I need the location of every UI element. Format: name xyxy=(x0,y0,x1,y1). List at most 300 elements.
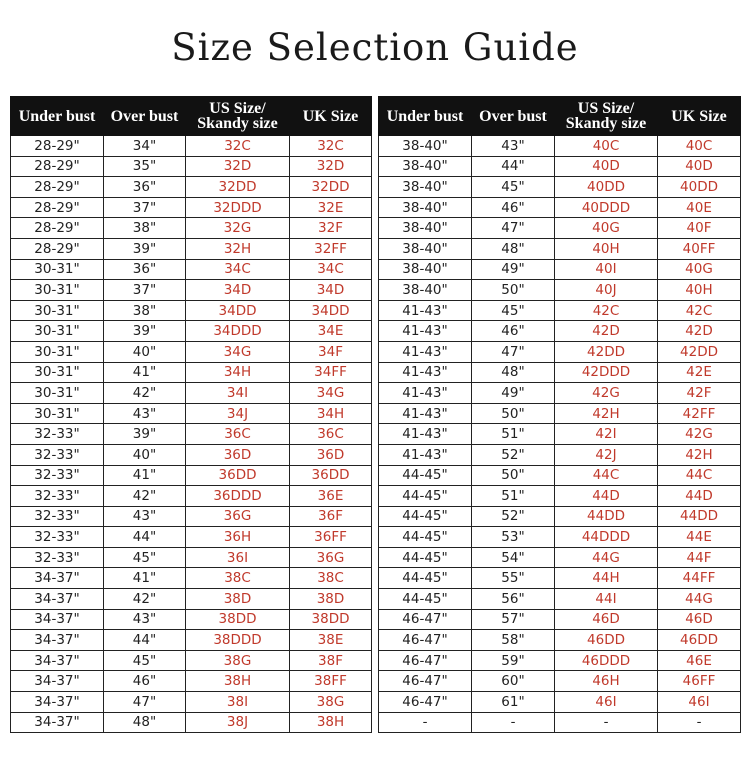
uk-size-cell: 44FF xyxy=(658,568,741,589)
table-row xyxy=(11,177,372,198)
uk-size-cell: 32C xyxy=(290,136,372,157)
us-size-cell: 38G xyxy=(186,650,290,671)
under-bust-cell: 34-37" xyxy=(11,630,104,651)
under-bust-cell: 44-45" xyxy=(379,486,472,507)
uk-size-cell: 40G xyxy=(658,259,741,280)
over-bust-cell: 42" xyxy=(104,589,186,610)
us-size-cell: 44H xyxy=(555,568,658,589)
over-bust-cell: 46" xyxy=(472,197,555,218)
uk-size-cell: 38D xyxy=(290,589,372,610)
under-bust-cell: 41-43" xyxy=(379,383,472,404)
over-bust-cell: 60" xyxy=(472,671,555,692)
us-size-cell: 36DDD xyxy=(186,486,290,507)
under-bust-cell: 30-31" xyxy=(11,403,104,424)
table-row xyxy=(379,630,741,651)
under-bust-cell: 46-47" xyxy=(379,630,472,651)
us-size-cell: 42J xyxy=(555,444,658,465)
under-bust-cell: 30-31" xyxy=(11,321,104,342)
under-bust-cell: 41-43" xyxy=(379,444,472,465)
table-row xyxy=(379,341,741,362)
uk-size-cell: 40C xyxy=(658,136,741,157)
under-bust-cell: 46-47" xyxy=(379,692,472,713)
us-size-cell: 36DD xyxy=(186,465,290,486)
under-bust-cell: 34-37" xyxy=(11,671,104,692)
over-bust-cell: 50" xyxy=(472,403,555,424)
us-size-cell: 46I xyxy=(555,692,658,713)
table-row xyxy=(379,403,741,424)
over-bust-cell: 46" xyxy=(104,671,186,692)
header-under-bust: Under bust xyxy=(11,97,104,136)
page-title: Size Selection Guide xyxy=(171,26,579,69)
uk-size-cell: 34FF xyxy=(290,362,372,383)
over-bust-cell: 47" xyxy=(472,341,555,362)
uk-size-cell: 42F xyxy=(658,383,741,404)
table-row xyxy=(11,362,372,383)
over-bust-cell: 47" xyxy=(472,218,555,239)
us-size-cell: 38DD xyxy=(186,609,290,630)
table-row xyxy=(11,321,372,342)
uk-size-cell: 36F xyxy=(290,506,372,527)
header-us-size: US Size/ Skandy size xyxy=(186,97,290,136)
table-row xyxy=(11,486,372,507)
us-size-cell: 40I xyxy=(555,259,658,280)
us-size-cell: 40J xyxy=(555,280,658,301)
us-size-cell: 32H xyxy=(186,238,290,259)
over-bust-cell: 54" xyxy=(472,547,555,568)
table-row xyxy=(379,506,741,527)
table-row xyxy=(379,444,741,465)
us-size-cell: 40DDD xyxy=(555,197,658,218)
over-bust-cell: 49" xyxy=(472,259,555,280)
table-row xyxy=(11,444,372,465)
under-bust-cell: 38-40" xyxy=(379,197,472,218)
table-row xyxy=(379,177,741,198)
over-bust-cell: 52" xyxy=(472,444,555,465)
table-row xyxy=(11,424,372,445)
us-size-cell: 36H xyxy=(186,527,290,548)
table-row xyxy=(379,259,741,280)
header-row xyxy=(11,97,372,136)
table-row xyxy=(379,671,741,692)
us-size-cell: - xyxy=(555,712,658,733)
over-bust-cell: 48" xyxy=(472,238,555,259)
uk-size-cell: 44D xyxy=(658,486,741,507)
over-bust-cell: 36" xyxy=(104,259,186,280)
uk-size-cell: 42DD xyxy=(658,341,741,362)
over-bust-cell: 51" xyxy=(472,424,555,445)
table-row xyxy=(11,692,372,713)
uk-size-cell: 44E xyxy=(658,527,741,548)
table-row xyxy=(11,341,372,362)
us-size-cell: 46DD xyxy=(555,630,658,651)
table-row xyxy=(379,650,741,671)
under-bust-cell: 30-31" xyxy=(11,300,104,321)
header-row xyxy=(379,97,741,136)
under-bust-cell: 41-43" xyxy=(379,321,472,342)
us-size-cell: 42DD xyxy=(555,341,658,362)
table-row xyxy=(11,259,372,280)
under-bust-cell: 38-40" xyxy=(379,156,472,177)
under-bust-cell: 38-40" xyxy=(379,218,472,239)
table-row xyxy=(11,238,372,259)
over-bust-cell: 37" xyxy=(104,197,186,218)
uk-size-cell: 40E xyxy=(658,197,741,218)
over-bust-cell: 59" xyxy=(472,650,555,671)
uk-size-cell: 34F xyxy=(290,341,372,362)
under-bust-cell: 41-43" xyxy=(379,424,472,445)
us-size-cell: 44I xyxy=(555,589,658,610)
table-row xyxy=(11,547,372,568)
under-bust-cell: 32-33" xyxy=(11,424,104,445)
over-bust-cell: 55" xyxy=(472,568,555,589)
uk-size-cell: 34G xyxy=(290,383,372,404)
table-row xyxy=(11,527,372,548)
table-row xyxy=(11,197,372,218)
under-bust-cell: 28-29" xyxy=(11,218,104,239)
over-bust-cell: 39" xyxy=(104,321,186,342)
over-bust-cell: 39" xyxy=(104,238,186,259)
uk-size-cell: 40D xyxy=(658,156,741,177)
table-row xyxy=(379,136,741,157)
under-bust-cell: 30-31" xyxy=(11,259,104,280)
right-table-body xyxy=(379,136,741,733)
table-row xyxy=(379,156,741,177)
under-bust-cell: 44-45" xyxy=(379,547,472,568)
table-row xyxy=(379,218,741,239)
us-size-cell: 34J xyxy=(186,403,290,424)
over-bust-cell: 58" xyxy=(472,630,555,651)
table-row xyxy=(11,630,372,651)
us-size-cell: 42D xyxy=(555,321,658,342)
us-size-cell: 44C xyxy=(555,465,658,486)
us-size-cell: 32C xyxy=(186,136,290,157)
table-row xyxy=(379,609,741,630)
uk-size-cell: 34H xyxy=(290,403,372,424)
table-row xyxy=(11,671,372,692)
over-bust-cell: 45" xyxy=(472,300,555,321)
header-over-bust: Over bust xyxy=(104,97,186,136)
uk-size-cell: 36FF xyxy=(290,527,372,548)
header-uk-size: UK Size xyxy=(658,97,741,136)
uk-size-cell: 42C xyxy=(658,300,741,321)
over-bust-cell: 41" xyxy=(104,568,186,589)
over-bust-cell: 44" xyxy=(104,630,186,651)
under-bust-cell: 34-37" xyxy=(11,609,104,630)
uk-size-cell: 40FF xyxy=(658,238,741,259)
over-bust-cell: 43" xyxy=(104,609,186,630)
us-size-cell: 34H xyxy=(186,362,290,383)
under-bust-cell: 34-37" xyxy=(11,650,104,671)
us-size-cell: 36I xyxy=(186,547,290,568)
header-under-bust: Under bust xyxy=(379,97,472,136)
under-bust-cell: 28-29" xyxy=(11,177,104,198)
under-bust-cell: 32-33" xyxy=(11,547,104,568)
under-bust-cell: 46-47" xyxy=(379,650,472,671)
table-row xyxy=(379,362,741,383)
us-size-cell: 44DD xyxy=(555,506,658,527)
uk-size-cell: 42E xyxy=(658,362,741,383)
over-bust-cell: 49" xyxy=(472,383,555,404)
over-bust-cell: 61" xyxy=(472,692,555,713)
us-size-cell: 32DDD xyxy=(186,197,290,218)
us-size-cell: 32DD xyxy=(186,177,290,198)
under-bust-cell: 32-33" xyxy=(11,527,104,548)
uk-size-cell: 32E xyxy=(290,197,372,218)
uk-size-cell: 40F xyxy=(658,218,741,239)
table-row xyxy=(379,238,741,259)
uk-size-cell: 40H xyxy=(658,280,741,301)
table-row xyxy=(11,712,372,733)
uk-size-cell: 38DD xyxy=(290,609,372,630)
under-bust-cell: 34-37" xyxy=(11,589,104,610)
under-bust-cell: 41-43" xyxy=(379,341,472,362)
under-bust-cell: 34-37" xyxy=(11,568,104,589)
table-row xyxy=(379,383,741,404)
over-bust-cell: 41" xyxy=(104,465,186,486)
under-bust-cell: 28-29" xyxy=(11,238,104,259)
table-row xyxy=(11,383,372,404)
over-bust-cell: 42" xyxy=(104,486,186,507)
over-bust-cell: 46" xyxy=(472,321,555,342)
us-size-cell: 34C xyxy=(186,259,290,280)
uk-size-cell: 46D xyxy=(658,609,741,630)
over-bust-cell: 57" xyxy=(472,609,555,630)
over-bust-cell: 36" xyxy=(104,177,186,198)
over-bust-cell: 40" xyxy=(104,341,186,362)
us-size-cell: 40C xyxy=(555,136,658,157)
uk-size-cell: 38F xyxy=(290,650,372,671)
under-bust-cell: 30-31" xyxy=(11,383,104,404)
over-bust-cell: 50" xyxy=(472,465,555,486)
uk-size-cell: 42H xyxy=(658,444,741,465)
under-bust-cell: 41-43" xyxy=(379,300,472,321)
uk-size-cell: 40DD xyxy=(658,177,741,198)
under-bust-cell: 32-33" xyxy=(11,465,104,486)
uk-size-cell: 32D xyxy=(290,156,372,177)
under-bust-cell: 38-40" xyxy=(379,177,472,198)
uk-size-cell: 42FF xyxy=(658,403,741,424)
table-row xyxy=(379,465,741,486)
us-size-cell: 42G xyxy=(555,383,658,404)
under-bust-cell: 41-43" xyxy=(379,362,472,383)
us-size-cell: 32D xyxy=(186,156,290,177)
us-size-cell: 38DDD xyxy=(186,630,290,651)
uk-size-cell: 34C xyxy=(290,259,372,280)
over-bust-cell: 45" xyxy=(472,177,555,198)
over-bust-cell: 43" xyxy=(104,403,186,424)
table-row xyxy=(11,609,372,630)
table-row xyxy=(11,568,372,589)
us-size-cell: 34DDD xyxy=(186,321,290,342)
uk-size-cell: 42D xyxy=(658,321,741,342)
under-bust-cell: - xyxy=(379,712,472,733)
table-row xyxy=(11,136,372,157)
uk-size-cell: 32DD xyxy=(290,177,372,198)
uk-size-cell: 36D xyxy=(290,444,372,465)
table-row xyxy=(379,280,741,301)
under-bust-cell: 28-29" xyxy=(11,197,104,218)
under-bust-cell: 28-29" xyxy=(11,156,104,177)
table-row xyxy=(11,589,372,610)
over-bust-cell: 44" xyxy=(104,527,186,548)
table-row xyxy=(379,712,741,733)
uk-size-cell: 34D xyxy=(290,280,372,301)
uk-size-cell: 46DD xyxy=(658,630,741,651)
us-size-cell: 46H xyxy=(555,671,658,692)
us-size-cell: 46DDD xyxy=(555,650,658,671)
under-bust-cell: 38-40" xyxy=(379,238,472,259)
under-bust-cell: 46-47" xyxy=(379,671,472,692)
uk-size-cell: 44G xyxy=(658,589,741,610)
uk-size-cell: 44C xyxy=(658,465,741,486)
us-size-cell: 40H xyxy=(555,238,658,259)
uk-size-cell: 38C xyxy=(290,568,372,589)
table-row xyxy=(379,589,741,610)
table-row xyxy=(11,218,372,239)
us-size-cell: 36G xyxy=(186,506,290,527)
under-bust-cell: 32-33" xyxy=(11,486,104,507)
over-bust-cell: 44" xyxy=(472,156,555,177)
under-bust-cell: 34-37" xyxy=(11,712,104,733)
over-bust-cell: 42" xyxy=(104,383,186,404)
us-size-cell: 46D xyxy=(555,609,658,630)
us-size-cell: 44DDD xyxy=(555,527,658,548)
under-bust-cell: 32-33" xyxy=(11,444,104,465)
uk-size-cell: 32FF xyxy=(290,238,372,259)
under-bust-cell: 30-31" xyxy=(11,362,104,383)
us-size-cell: 34G xyxy=(186,341,290,362)
uk-size-cell: 36C xyxy=(290,424,372,445)
under-bust-cell: 38-40" xyxy=(379,280,472,301)
under-bust-cell: 28-29" xyxy=(11,136,104,157)
table-row xyxy=(379,547,741,568)
us-size-cell: 38C xyxy=(186,568,290,589)
table-row xyxy=(11,650,372,671)
over-bust-cell: 35" xyxy=(104,156,186,177)
table-row xyxy=(379,527,741,548)
under-bust-cell: 38-40" xyxy=(379,136,472,157)
us-size-cell: 38J xyxy=(186,712,290,733)
header-over-bust: Over bust xyxy=(472,97,555,136)
under-bust-cell: 44-45" xyxy=(379,506,472,527)
under-bust-cell: 30-31" xyxy=(11,341,104,362)
uk-size-cell: 44F xyxy=(658,547,741,568)
uk-size-cell: - xyxy=(658,712,741,733)
us-size-cell: 42H xyxy=(555,403,658,424)
left-table-body xyxy=(11,136,372,733)
table-row xyxy=(379,424,741,445)
uk-size-cell: 32F xyxy=(290,218,372,239)
under-bust-cell: 38-40" xyxy=(379,259,472,280)
size-table-right xyxy=(378,96,741,733)
over-bust-cell: 45" xyxy=(104,547,186,568)
table-row xyxy=(11,403,372,424)
over-bust-cell: 51" xyxy=(472,486,555,507)
us-size-cell: 38I xyxy=(186,692,290,713)
us-size-cell: 44D xyxy=(555,486,658,507)
us-size-cell: 36C xyxy=(186,424,290,445)
uk-size-cell: 46E xyxy=(658,650,741,671)
us-size-cell: 32G xyxy=(186,218,290,239)
uk-size-cell: 38E xyxy=(290,630,372,651)
us-size-cell: 38H xyxy=(186,671,290,692)
over-bust-cell: 41" xyxy=(104,362,186,383)
uk-size-cell: 36G xyxy=(290,547,372,568)
header-us-size: US Size/ Skandy size xyxy=(555,97,658,136)
us-size-cell: 42C xyxy=(555,300,658,321)
header-uk-size: UK Size xyxy=(290,97,372,136)
over-bust-cell: 37" xyxy=(104,280,186,301)
under-bust-cell: 30-31" xyxy=(11,280,104,301)
us-size-cell: 34I xyxy=(186,383,290,404)
uk-size-cell: 36DD xyxy=(290,465,372,486)
uk-size-cell: 34DD xyxy=(290,300,372,321)
us-size-cell: 40D xyxy=(555,156,658,177)
over-bust-cell: 38" xyxy=(104,300,186,321)
over-bust-cell: 40" xyxy=(104,444,186,465)
under-bust-cell: 34-37" xyxy=(11,692,104,713)
us-size-cell: 36D xyxy=(186,444,290,465)
table-row xyxy=(379,197,741,218)
over-bust-cell: 43" xyxy=(472,136,555,157)
over-bust-cell: 48" xyxy=(472,362,555,383)
us-size-cell: 40G xyxy=(555,218,658,239)
over-bust-cell: 50" xyxy=(472,280,555,301)
table-row xyxy=(379,300,741,321)
table-row xyxy=(11,280,372,301)
over-bust-cell: 45" xyxy=(104,650,186,671)
size-table-left xyxy=(10,96,372,733)
us-size-cell: 34DD xyxy=(186,300,290,321)
table-row xyxy=(11,300,372,321)
uk-size-cell: 36E xyxy=(290,486,372,507)
uk-size-cell: 46I xyxy=(658,692,741,713)
over-bust-cell: 47" xyxy=(104,692,186,713)
under-bust-cell: 44-45" xyxy=(379,465,472,486)
uk-size-cell: 38G xyxy=(290,692,372,713)
over-bust-cell: 53" xyxy=(472,527,555,548)
us-size-cell: 40DD xyxy=(555,177,658,198)
uk-size-cell: 42G xyxy=(658,424,741,445)
over-bust-cell: 43" xyxy=(104,506,186,527)
uk-size-cell: 34E xyxy=(290,321,372,342)
uk-size-cell: 46FF xyxy=(658,671,741,692)
over-bust-cell: 52" xyxy=(472,506,555,527)
us-size-cell: 42I xyxy=(555,424,658,445)
uk-size-cell: 38FF xyxy=(290,671,372,692)
under-bust-cell: 44-45" xyxy=(379,568,472,589)
over-bust-cell: 48" xyxy=(104,712,186,733)
under-bust-cell: 44-45" xyxy=(379,589,472,610)
over-bust-cell: - xyxy=(472,712,555,733)
under-bust-cell: 46-47" xyxy=(379,609,472,630)
over-bust-cell: 38" xyxy=(104,218,186,239)
us-size-cell: 38D xyxy=(186,589,290,610)
over-bust-cell: 39" xyxy=(104,424,186,445)
under-bust-cell: 44-45" xyxy=(379,527,472,548)
us-size-cell: 42DDD xyxy=(555,362,658,383)
us-size-cell: 44G xyxy=(555,547,658,568)
uk-size-cell: 38H xyxy=(290,712,372,733)
table-row xyxy=(379,486,741,507)
over-bust-cell: 56" xyxy=(472,589,555,610)
over-bust-cell: 34" xyxy=(104,136,186,157)
under-bust-cell: 41-43" xyxy=(379,403,472,424)
uk-size-cell: 44DD xyxy=(658,506,741,527)
us-size-cell: 34D xyxy=(186,280,290,301)
table-row xyxy=(11,506,372,527)
table-row xyxy=(379,568,741,589)
